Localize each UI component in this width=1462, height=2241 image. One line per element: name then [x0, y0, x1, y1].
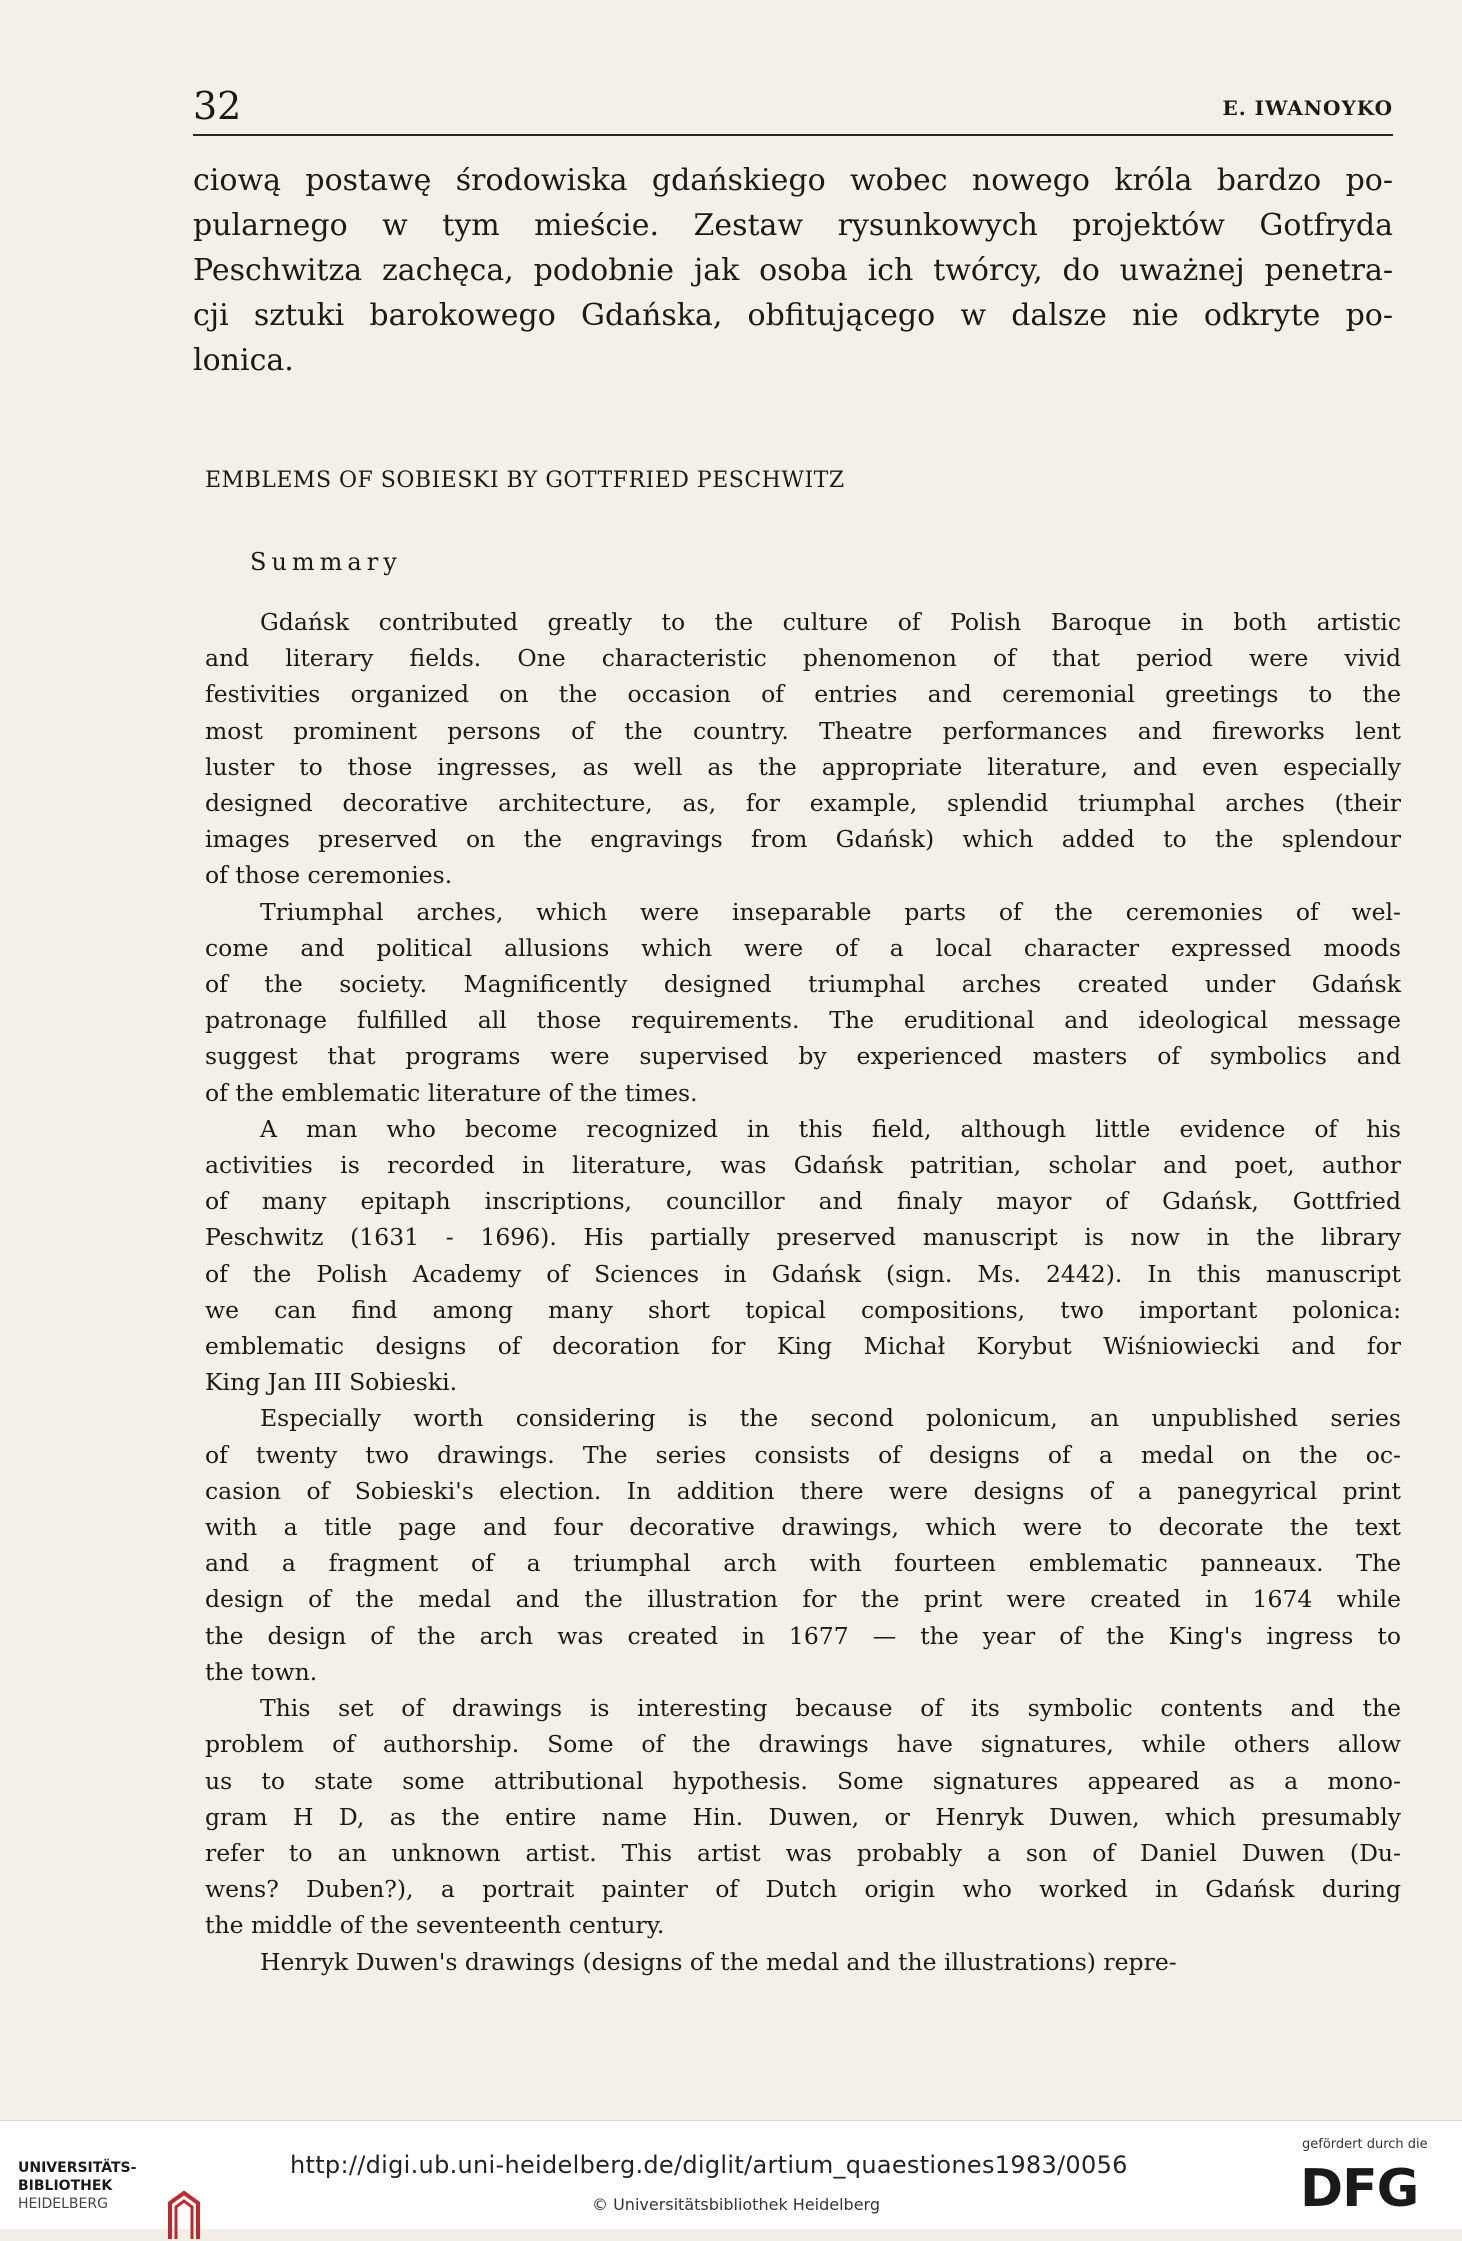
- summary-line: Gdańsk contributed greatly to the culture of Polish Baroque in both artistic: [260, 608, 1401, 636]
- summary-line: and a fragment of a triumphal arch with fourteen emblematic panneaux. The: [205, 1549, 1401, 1578]
- polish-text-line: lonica.: [193, 343, 294, 378]
- permalink-url[interactable]: http://digi.ub.uni-heidelberg.de/diglit/artium_quaestiones1983/0056: [290, 2151, 1128, 2179]
- summary-line: gram H D, as the entire name Hin. Duwen, or Henryk Duwen, which presumably: [205, 1802, 1401, 1831]
- summary-line: come and political allusions which were of a local character expressed moods: [205, 933, 1401, 962]
- summary-line: emblematic designs of decoration for King Michał Korybut Wiśniowiecki and for: [205, 1332, 1401, 1361]
- library-logo[interactable]: [18, 2159, 188, 2219]
- summary-paragraph: [205, 1400, 1401, 1690]
- summary-line: images preserved on the engravings from Gdańsk) which added to the splendour: [205, 825, 1401, 854]
- summary-line: of many epitaph inscriptions, councillor and finaly mayor of Gdańsk, Gottfried: [205, 1187, 1401, 1216]
- footer-bar: [0, 2120, 1462, 2229]
- polish-text-line: Peschwitza zachęca, podobnie jak osoba ich twórcy, do uważnej penetra-: [193, 253, 1393, 288]
- summary-line: luster to those ingresses, as well as the appropriate literature, and even especially: [205, 752, 1401, 781]
- summary-line: of the Polish Academy of Sciences in Gdańsk (sign. Ms. 2442). In this manuscript: [205, 1259, 1401, 1288]
- library-name-line2: BIBLIOTHEK: [18, 2178, 113, 2194]
- library-name-line3: HEIDELBERG: [18, 2196, 108, 2212]
- summary-line: Especially worth considering is the second polonicum, an unpublished series: [260, 1404, 1401, 1433]
- library-emblem-icon: [166, 2189, 202, 2241]
- summary-line: the design of the arch was created in 1677 — the year of the King's ingress to: [205, 1621, 1401, 1650]
- section-title: EMBLEMS OF SOBIESKI BY GOTTFRIED PESCHWITZ: [205, 468, 845, 493]
- summary-line: of the society. Magnificently designed triumphal arches created under Gdańsk: [205, 970, 1401, 999]
- funding-note: gefördert durch die: [1302, 2137, 1428, 2152]
- summary-paragraph: [205, 1690, 1401, 1943]
- summary-line: most prominent persons of the country. Theatre performances and fireworks lent: [205, 716, 1401, 745]
- summary-paragraph: [205, 1111, 1401, 1401]
- summary-line: the middle of the seventeenth century.: [205, 1911, 665, 1940]
- summary-line: design of the medal and the illustration for the print were created in 1674 while: [205, 1585, 1401, 1614]
- summary-line: A man who become recognized in this field, although little evidence of his: [260, 1114, 1401, 1143]
- english-summary: [205, 604, 1401, 1980]
- summary-line: wens? Duben?), a portrait painter of Dutch origin who worked in Gdańsk during: [205, 1875, 1401, 1904]
- summary-line: suggest that programs were supervised by experienced masters of symbolics and: [205, 1042, 1401, 1071]
- page-number: 32: [193, 84, 242, 128]
- polish-text-line: ciową postawę środowiska gdańskiego wobec nowego króla bardzo po-: [193, 163, 1393, 198]
- header-rule: [193, 134, 1393, 136]
- summary-line: Peschwitz (1631 - 1696). His partially preserved manuscript is now in the library: [205, 1223, 1401, 1252]
- summary-line: of twenty two drawings. The series consists of designs of a medal on the oc-: [205, 1440, 1401, 1469]
- summary-line: Triumphal arches, which were inseparable parts of the ceremonies of wel-: [260, 897, 1401, 926]
- summary-line: of those ceremonies.: [205, 861, 453, 890]
- copyright-notice: © Universitätsbibliothek Heidelberg: [592, 2195, 881, 2214]
- library-name-line1: UNIVERSITÄTS-: [18, 2160, 137, 2176]
- summary-line: patronage fulfilled all those requirements. The eruditional and ideological message: [205, 1006, 1401, 1035]
- summary-paragraph: [205, 894, 1401, 1111]
- polish-text-line: cji sztuki barokowego Gdańska, obfitującego w dalsze nie odkryte po-: [193, 298, 1393, 333]
- summary-line: casion of Sobieski's election. In addition there were designs of a panegyrical print: [205, 1476, 1401, 1505]
- summary-line: designed decorative architecture, as, for example, splendid triumphal arches (their: [205, 789, 1401, 818]
- summary-line: the town.: [205, 1657, 318, 1686]
- running-head: [193, 84, 1393, 134]
- summary-paragraph: [205, 1944, 1401, 1980]
- summary-line: of the emblematic literature of the times.: [205, 1078, 698, 1107]
- summary-line: problem of authorship. Some of the drawings have signatures, while others allow: [205, 1730, 1401, 1759]
- dfg-logo[interactable]: DFG: [1300, 2159, 1419, 2219]
- summary-line: activities is recorded in literature, was Gdańsk patritian, scholar and poet, author: [205, 1151, 1401, 1180]
- summary-line: us to state some attributional hypothesis. Some signatures appeared as a mono-: [205, 1766, 1401, 1795]
- summary-line: This set of drawings is interesting because of its symbolic contents and the: [260, 1694, 1401, 1723]
- summary-label: Summary: [250, 548, 402, 576]
- polish-text-block: [193, 158, 1393, 383]
- summary-paragraph: [205, 604, 1401, 894]
- summary-line: King Jan III Sobieski.: [205, 1368, 458, 1397]
- summary-line: with a title page and four decorative drawings, which were to decorate the text: [205, 1513, 1401, 1542]
- summary-line: and literary fields. One characteristic phenomenon of that period were vivid: [205, 644, 1401, 673]
- summary-line: we can find among many short topical compositions, two important polonica:: [205, 1295, 1401, 1324]
- running-author: E. IWANOYKO: [1222, 96, 1393, 120]
- summary-line: refer to an unknown artist. This artist was probably a son of Daniel Duwen (Du-: [205, 1838, 1401, 1867]
- polish-text-line: pularnego w tym mieście. Zestaw rysunkowych projektów Gotfryda: [193, 208, 1393, 243]
- summary-line: festivities organized on the occasion of entries and ceremonial greetings to the: [205, 680, 1401, 709]
- summary-line: Henryk Duwen's drawings (designs of the medal and the illustrations) repre-: [260, 1947, 1177, 1976]
